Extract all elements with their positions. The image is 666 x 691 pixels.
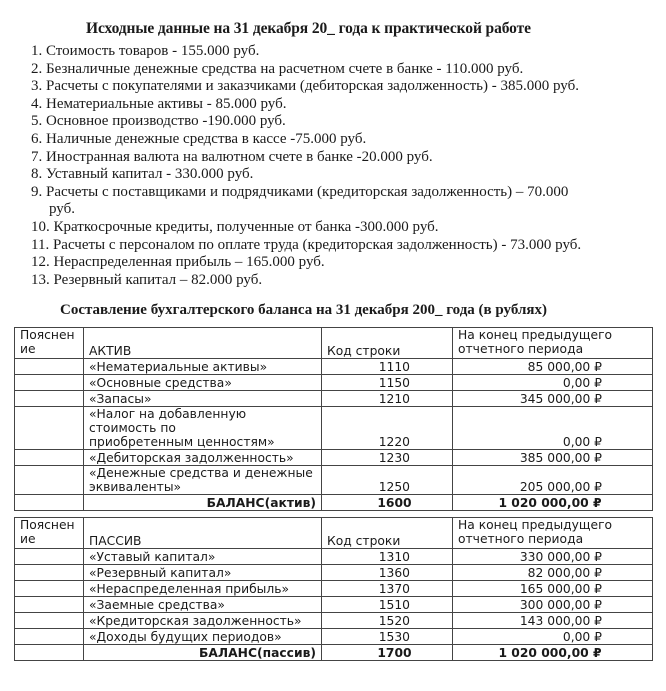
item-code: 1150 xyxy=(322,375,453,391)
item-code: 1520 xyxy=(322,613,453,629)
explanation-cell xyxy=(15,549,84,565)
item-name: «Запасы» xyxy=(84,391,322,407)
list-item: 4. Нематериальные активы - 85.000 руб. xyxy=(31,95,287,112)
item-name: «Уставый капитал» xyxy=(84,549,322,565)
total-code: 1700 xyxy=(322,645,453,661)
total-row xyxy=(15,495,653,511)
explanation-cell xyxy=(15,407,84,450)
total-label: БАЛАНС(актив) xyxy=(84,495,322,511)
table-row xyxy=(15,613,653,629)
item-value: 143 000,00 ₽ xyxy=(453,613,653,629)
list-item: 6. Наличные денежные средства в кассе -75.000 руб. xyxy=(31,130,367,147)
item-code: 1370 xyxy=(322,581,453,597)
list-item: 7. Иностранная валюта на валютном счете в банке -20.000 руб. xyxy=(31,148,433,165)
list-item: 12. Нераспределенная прибыль – 165.000 руб. xyxy=(31,254,325,271)
item-code: 1250 xyxy=(322,466,453,495)
header-code: Код строки xyxy=(322,518,453,549)
balance-title: Составление бухгалтерского баланса на 31 декабря 200_ года (в рублях) xyxy=(60,302,547,318)
explanation-cell xyxy=(15,359,84,375)
list-item-text: 9. Расчеты с поставщиками и подрядчиками (кредиторская задолженность) – 70.000 xyxy=(31,183,569,200)
item-name: «Доходы будущих периодов» xyxy=(84,629,322,645)
item-name: «Денежные средства и денежные эквиваленты» xyxy=(84,466,322,495)
item-value: 345 000,00 ₽ xyxy=(453,391,653,407)
assets-table xyxy=(14,327,653,511)
item-name: «Налог на добавленную стоимость по приобретенным ценностям» xyxy=(84,407,322,450)
item-name: «Нематериальные активы» xyxy=(84,359,322,375)
list-item: 13. Резервный капитал – 82.000 руб. xyxy=(31,271,263,288)
item-value: 0,00 ₽ xyxy=(453,375,653,391)
item-value: 205 000,00 ₽ xyxy=(453,466,653,495)
total-label: БАЛАНС(пассив) xyxy=(84,645,322,661)
item-name: «Дебиторская задолженность» xyxy=(84,450,322,466)
header-section: АКТИВ xyxy=(84,328,322,359)
table-row xyxy=(15,466,653,495)
table-row xyxy=(15,450,653,466)
table-row xyxy=(15,407,653,450)
total-value: 1 020 000,00 ₽ xyxy=(453,495,653,511)
total-code: 1600 xyxy=(322,495,453,511)
explanation-cell xyxy=(15,565,84,581)
table-row xyxy=(15,629,653,645)
item-value: 300 000,00 ₽ xyxy=(453,597,653,613)
item-value: 330 000,00 ₽ xyxy=(453,549,653,565)
explanation-cell xyxy=(15,495,84,511)
item-name: «Основные средства» xyxy=(84,375,322,391)
item-code: 1510 xyxy=(322,597,453,613)
list-item: 8. Уставный капитал - 330.000 руб. xyxy=(31,166,254,183)
item-name: «Кредиторская задолженность» xyxy=(84,613,322,629)
item-code: 1110 xyxy=(322,359,453,375)
table-header-row xyxy=(15,328,653,359)
explanation-cell xyxy=(15,375,84,391)
explanation-cell xyxy=(15,629,84,645)
item-code: 1210 xyxy=(322,391,453,407)
table-row xyxy=(15,549,653,565)
table-row xyxy=(15,391,653,407)
table-row xyxy=(15,375,653,391)
explanation-cell xyxy=(15,581,84,597)
explanation-cell xyxy=(15,645,84,661)
list-item-continuation: руб. xyxy=(49,201,75,218)
item-value: 0,00 ₽ xyxy=(453,407,653,450)
item-code: 1530 xyxy=(322,629,453,645)
item-name: «Заемные средства» xyxy=(84,597,322,613)
item-value: 385 000,00 ₽ xyxy=(453,450,653,466)
item-value: 85 000,00 ₽ xyxy=(453,359,653,375)
list-item: 2. Безналичные денежные средства на расчетном счете в банке - 110.000 руб. xyxy=(31,60,524,77)
header-prev-period: На конец предыдущего отчетного периода xyxy=(453,518,653,549)
table-header-row xyxy=(15,518,653,549)
item-code: 1220 xyxy=(322,407,453,450)
header-explanation: Пояснен ие xyxy=(15,328,84,359)
list-item: 3. Расчеты с покупателями и заказчиками (дебиторская задолженность) - 385.000 руб. xyxy=(31,78,579,95)
item-name: «Нераспределенная прибыль» xyxy=(84,581,322,597)
item-value: 82 000,00 ₽ xyxy=(453,565,653,581)
list-item xyxy=(31,184,591,219)
header-section: ПАССИВ xyxy=(84,518,322,549)
item-code: 1310 xyxy=(322,549,453,565)
table-row xyxy=(15,597,653,613)
explanation-cell xyxy=(15,613,84,629)
table-row xyxy=(15,581,653,597)
source-data-list xyxy=(31,43,591,289)
document-title: Исходные данные на 31 декабря 20_ года к практической работе xyxy=(86,20,531,37)
total-value: 1 020 000,00 ₽ xyxy=(453,645,653,661)
table-row xyxy=(15,359,653,375)
explanation-cell xyxy=(15,450,84,466)
list-item: 5. Основное производство -190.000 руб. xyxy=(31,113,286,130)
explanation-cell xyxy=(15,597,84,613)
explanation-cell xyxy=(15,466,84,495)
item-code: 1230 xyxy=(322,450,453,466)
explanation-cell xyxy=(15,391,84,407)
item-code: 1360 xyxy=(322,565,453,581)
liabilities-table xyxy=(14,517,653,661)
table-row xyxy=(15,565,653,581)
header-code: Код строки xyxy=(322,328,453,359)
total-row xyxy=(15,645,653,661)
header-prev-period: На конец предыдущего отчетного периода xyxy=(453,328,653,359)
item-name: «Резервный капитал» xyxy=(84,565,322,581)
list-item: 1. Стоимость товаров - 155.000 руб. xyxy=(31,43,260,59)
item-value: 165 000,00 ₽ xyxy=(453,581,653,597)
header-explanation: Пояснен ие xyxy=(15,518,84,549)
list-item: 10. Краткосрочные кредиты, полученные от банка -300.000 руб. xyxy=(31,218,439,235)
item-value: 0,00 ₽ xyxy=(453,629,653,645)
list-item: 11. Расчеты с персоналом по оплате труда (кредиторская задолженность) - 73.000 руб. xyxy=(31,236,582,253)
